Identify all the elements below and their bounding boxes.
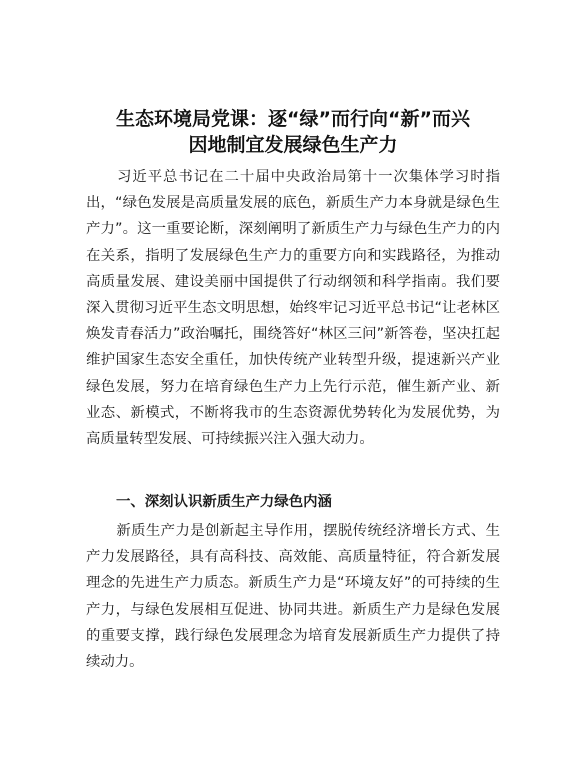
paragraph-section-1 (86, 518, 500, 675)
paragraph-section-1-text: 新质生产力是创新起主导作用，摆脱传统经济增长方式、生产力发展路径，具有高科技、高效能、高质量特征，符合新发展理念的先进生产力质态。新质生产力是“环境友好”的可持续的生产力，与绿色发展相互促进、协同共进。新质生产力是绿色发展的重要支撑，践行绿色发展理念为培育发展新质生产力提供了持续动力。 (86, 523, 500, 671)
section-heading-1: 一、深刻认识新质生产力绿色内涵 (116, 494, 332, 510)
document-title-line-2: 因地制宜发展绿色生产力 (188, 134, 398, 156)
paragraph-intro (86, 164, 500, 452)
paragraph-intro-text: 习近平总书记在二十届中央政治局第十一次集体学习时指出，“绿色发展是高质量发展的底色，新质生产力本身就是绿色生产力”。这一重要论断，深刻阐明了新质生产力与绿色生产力的内在关系，指明了发展绿色生产力的重要方向和实践路径，为推动高质量发展、建设美丽中国提供了行动纲领和科学指南。我们要深入贯彻习近平生态文明思想，始终牢记习近平总书记“让老林区焕发青春活力”政治嘱托，围绕答好“林区三问”新答卷，坚决扛起维护国家生态安全重任，加快传统产业转型升级，提速新兴产业绿色发展，努力在培育绿色生产力上先行示范，催生新产业、新业态、新模式，不断将我市的生态资源优势转化为发展优势，为高质量转型发展、可持续振兴注入强大动力。 (86, 169, 500, 448)
document-title-line-1: 生态环境局党课：逐“绿”而行向“新”而兴 (116, 108, 470, 130)
